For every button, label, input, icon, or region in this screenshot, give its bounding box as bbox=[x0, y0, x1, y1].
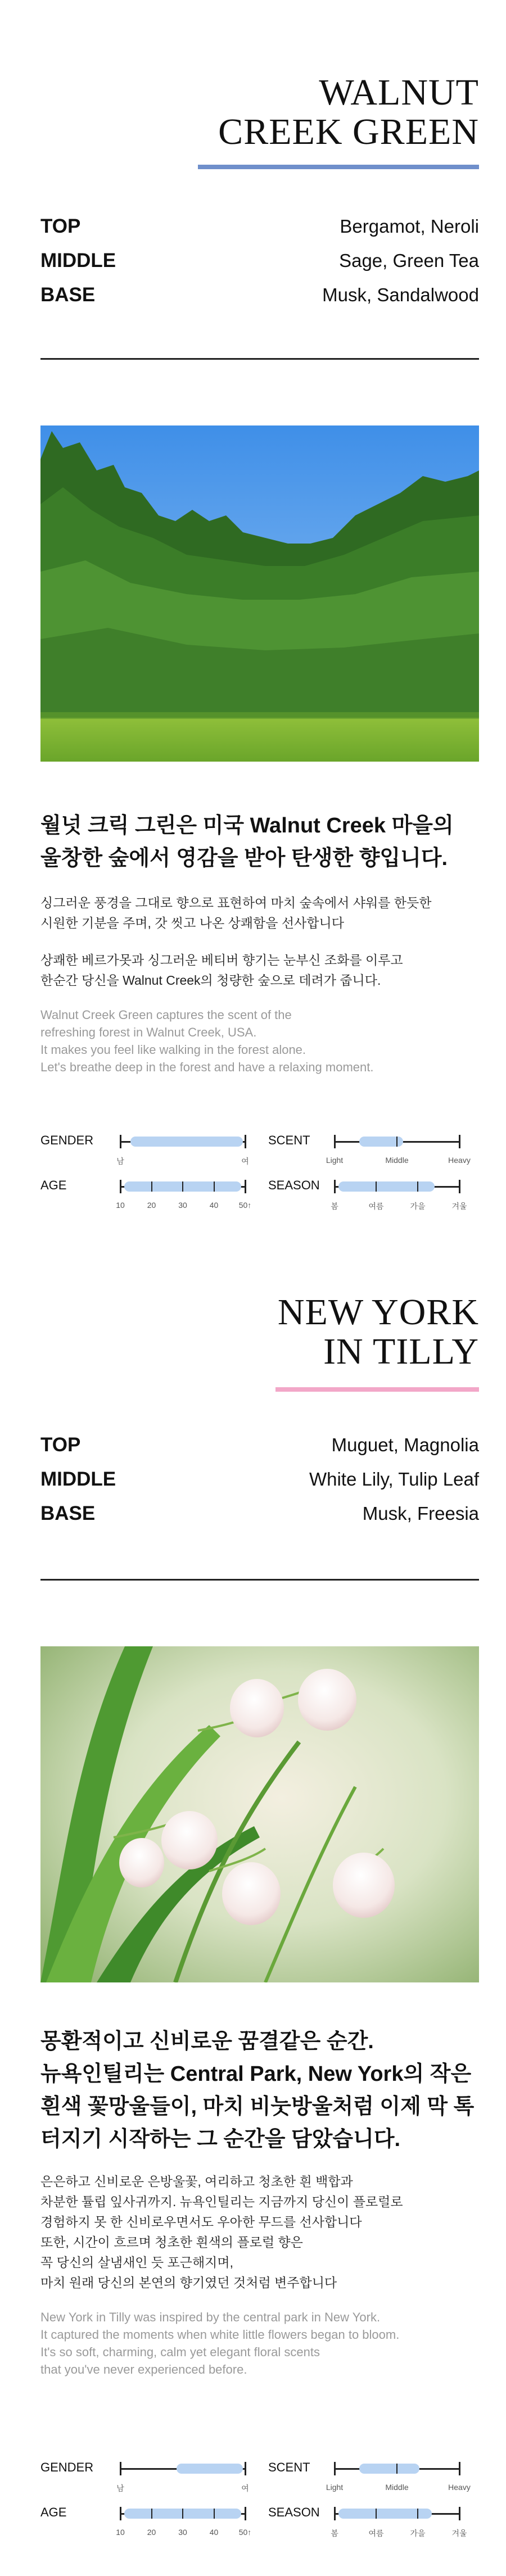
age-meter-tick-label: 20 bbox=[147, 1201, 156, 1210]
korean-line: 시원한 기분을 주며, 갓 씻고 나온 상쾌함을 선사합니다 bbox=[40, 916, 344, 930]
gender-meter-tick-label: 여 bbox=[241, 2484, 249, 2493]
gender-meter-tick-label: 남 bbox=[116, 2484, 124, 2493]
age-meter-tick bbox=[245, 2507, 246, 2520]
english-description bbox=[40, 1006, 485, 1076]
scent-meter-label: SCENT bbox=[268, 2460, 310, 2474]
age-meter-track bbox=[116, 2513, 252, 2537]
scent-meter-tick-label: Heavy bbox=[448, 2483, 471, 2492]
age-meter-tick bbox=[151, 1181, 152, 1192]
scent-meter-tick-label: Light bbox=[326, 1156, 344, 1165]
korean-paragraph bbox=[40, 950, 485, 990]
scent-meter-tick-label: Light bbox=[326, 2483, 344, 2492]
product-description bbox=[40, 2025, 485, 2378]
headline-line: 몽환적이고 신비로운 꿈결같은 순간. bbox=[40, 2030, 374, 2053]
scent-meter-label: SCENT bbox=[268, 1133, 310, 1147]
scent-meter-tick bbox=[334, 2462, 336, 2475]
age-meter-tick-label: 30 bbox=[178, 2528, 187, 2537]
gender-meter-tick bbox=[120, 1135, 121, 1148]
note-value: Muguet, Magnolia bbox=[331, 1434, 479, 1455]
description-headline bbox=[40, 809, 485, 875]
age-meter-tick bbox=[245, 1180, 246, 1193]
korean-paragraph bbox=[40, 2171, 485, 2293]
title-underline bbox=[198, 165, 479, 169]
note-value: White Lily, Tulip Leaf bbox=[309, 1468, 479, 1490]
scent-meter-tick bbox=[396, 2464, 397, 2474]
lily-of-the-valley-photo bbox=[40, 1646, 479, 1982]
forest-photo bbox=[40, 425, 479, 762]
note-key: MIDDLE bbox=[40, 1468, 116, 1490]
english-line: refreshing forest in Walnut Creek, USA. bbox=[40, 1025, 257, 1039]
season-meter-track bbox=[331, 2513, 467, 2538]
note-value: Bergamot, Neroli bbox=[340, 215, 479, 237]
gender-meter-track bbox=[116, 1141, 249, 1166]
age-meter-tick bbox=[182, 2509, 183, 2519]
season-meter-tick bbox=[334, 1180, 336, 1193]
korean-paragraph bbox=[40, 893, 485, 933]
korean-line: 또한, 시간이 흐르며 청초한 흰색의 플로럴 향은 bbox=[40, 2235, 303, 2249]
gender-meter bbox=[40, 2460, 249, 2494]
attribute-meters bbox=[40, 1133, 479, 1217]
scent-meter bbox=[268, 2460, 476, 2494]
age-meter-tick bbox=[151, 2509, 152, 2519]
note-key: TOP bbox=[40, 1433, 81, 1456]
title-underline bbox=[275, 1387, 479, 1392]
age-meter-tick-label: 50↑ bbox=[238, 2528, 252, 2537]
scent-meter-tick bbox=[334, 1135, 336, 1148]
korean-line: 은은하고 신비로운 은방울꽃, 여리하고 청초한 흰 백합과 bbox=[40, 2174, 353, 2189]
korean-line: 싱그러운 풍경을 그대로 향으로 표현하여 마치 숲속에서 샤워를 한듯한 bbox=[40, 895, 432, 910]
note-row-top bbox=[40, 209, 479, 243]
season-meter-track bbox=[331, 1186, 467, 1211]
scent-meter-tick bbox=[396, 1137, 397, 1147]
season-meter-tick-label: 여름 bbox=[368, 2529, 384, 2538]
season-meter-tick bbox=[376, 1181, 377, 1192]
age-meter-track bbox=[116, 1186, 252, 1210]
description-headline bbox=[40, 2025, 485, 2156]
note-key: TOP bbox=[40, 215, 81, 237]
gender-meter-range bbox=[177, 2464, 243, 2474]
korean-line: 차분한 튤립 잎사귀까지. 뉴욕인틸리는 지금까지 당신이 플로럴로 bbox=[40, 2194, 403, 2209]
gender-meter-tick bbox=[245, 2462, 246, 2475]
korean-line: 한순간 당신을 Walnut Creek의 청량한 숲으로 데려가 줍니다. bbox=[40, 973, 381, 988]
gender-meter-tick bbox=[120, 2462, 121, 2475]
age-meter-tick bbox=[214, 1181, 215, 1192]
gender-meter-track bbox=[116, 2468, 249, 2493]
season-meter-tick-label: 가을 bbox=[410, 1202, 426, 1211]
season-meter-tick-label: 봄 bbox=[331, 1202, 338, 1211]
age-meter-tick-label: 10 bbox=[116, 2528, 125, 2537]
headline-line: 월넛 크릭 그린은 미국 Walnut Creek 마을의 bbox=[40, 814, 454, 837]
product-description bbox=[40, 809, 485, 1076]
note-key: BASE bbox=[40, 1502, 96, 1524]
season-meter bbox=[268, 2505, 476, 2539]
season-meter bbox=[268, 1178, 476, 1212]
gender-meter-label: GENDER bbox=[40, 2460, 94, 2474]
scent-meter-tick-label: Middle bbox=[385, 1156, 409, 1165]
attribute-meters bbox=[40, 2460, 479, 2545]
note-key: MIDDLE bbox=[40, 249, 116, 271]
scent-meter-track bbox=[326, 1141, 471, 1165]
season-meter-range bbox=[338, 1181, 435, 1192]
note-row-base bbox=[40, 278, 479, 312]
korean-line: 꼭 당신의 살냄새인 듯 포근해지며, bbox=[40, 2255, 234, 2270]
age-meter bbox=[40, 1178, 252, 1212]
season-meter-label: SEASON bbox=[268, 1178, 320, 1192]
korean-line: 경험하지 못 한 신비로우면서도 우아한 무드를 선사합니다 bbox=[40, 2215, 362, 2229]
age-meter-tick bbox=[120, 2507, 121, 2520]
gender-meter-tick bbox=[245, 1135, 246, 1148]
note-value: Sage, Green Tea bbox=[339, 250, 479, 271]
fragrance-notes bbox=[40, 1428, 479, 1531]
age-meter-tick-label: 40 bbox=[209, 1201, 219, 1210]
english-line: Let's breathe deep in the forest and have a relaxing moment. bbox=[40, 1060, 374, 1074]
age-meter-tick bbox=[120, 1180, 121, 1193]
english-line: It captured the moments when white little flowers began to bloom. bbox=[40, 2328, 400, 2342]
korean-line: 상쾌한 베르가못과 싱그러운 베티버 향기는 눈부신 조화를 이루고 bbox=[40, 953, 403, 967]
section-divider bbox=[40, 1579, 479, 1581]
product-title-line: CREEK GREEN bbox=[218, 111, 479, 152]
note-row-top bbox=[40, 1428, 479, 1462]
age-meter-tick-label: 50↑ bbox=[238, 1201, 252, 1210]
age-meter-tick-label: 40 bbox=[209, 2528, 219, 2537]
age-meter-tick bbox=[214, 2509, 215, 2519]
scent-meter-tick bbox=[459, 2462, 460, 2475]
section-divider bbox=[40, 358, 479, 360]
season-meter-tick bbox=[459, 1180, 460, 1193]
note-value: Musk, Sandalwood bbox=[322, 284, 479, 305]
note-value: Musk, Freesia bbox=[362, 1502, 479, 1524]
note-row-middle bbox=[40, 1462, 479, 1496]
scent-meter-range bbox=[359, 2464, 419, 2474]
season-meter-tick bbox=[376, 2509, 377, 2519]
age-meter-tick-label: 10 bbox=[116, 1201, 125, 1210]
gender-meter-range bbox=[130, 1137, 243, 1147]
english-line: It's so soft, charming, calm yet elegant floral scents bbox=[40, 2345, 320, 2359]
season-meter-tick-label: 겨울 bbox=[451, 2529, 467, 2538]
english-line: New York in Tilly was inspired by the central park in New York. bbox=[40, 2310, 381, 2324]
english-description bbox=[40, 2308, 485, 2378]
season-meter-label: SEASON bbox=[268, 2505, 320, 2519]
headline-line: 뉴욕인틸리는 Central Park, New York의 작은 bbox=[40, 2062, 472, 2086]
product-title bbox=[218, 73, 479, 152]
headline-line: 터지기 시작하는 그 순간을 담았습니다. bbox=[40, 2127, 401, 2151]
age-meter-label: AGE bbox=[40, 2505, 67, 2519]
product-title-line: IN TILLY bbox=[323, 1331, 479, 1372]
note-row-base bbox=[40, 1496, 479, 1531]
product-title-line: WALNUT bbox=[319, 72, 479, 113]
headline-line: 울창한 숲에서 영감을 받아 탄생한 향입니다. bbox=[40, 846, 448, 870]
scent-meter-tick bbox=[459, 1135, 460, 1148]
season-meter-tick bbox=[334, 2507, 336, 2520]
product-title-line: NEW YORK bbox=[277, 1292, 479, 1333]
season-meter-tick bbox=[459, 2507, 460, 2520]
age-meter-tick-label: 20 bbox=[147, 2528, 156, 2537]
season-meter-tick-label: 가을 bbox=[410, 2529, 426, 2538]
english-line: Walnut Creek Green captures the scent of the bbox=[40, 1008, 292, 1022]
gender-meter-tick-label: 여 bbox=[241, 1157, 249, 1166]
scent-meter-track bbox=[326, 2468, 471, 2492]
note-row-middle bbox=[40, 243, 479, 278]
gender-meter-label: GENDER bbox=[40, 1133, 94, 1147]
gender-meter bbox=[40, 1133, 249, 1167]
note-key: BASE bbox=[40, 283, 96, 306]
gender-meter-tick-label: 남 bbox=[116, 1157, 124, 1166]
scent-meter bbox=[268, 1133, 476, 1167]
fragrance-notes bbox=[40, 209, 479, 312]
english-line: It makes you feel like walking in the forest alone. bbox=[40, 1043, 306, 1057]
product-title bbox=[278, 1293, 479, 1371]
season-meter-tick bbox=[417, 1181, 418, 1192]
headline-line: 흰색 꽃망울들이, 마치 비눗방울처럼 이제 막 톡 bbox=[40, 2095, 475, 2118]
season-meter-tick bbox=[417, 2509, 418, 2519]
age-meter bbox=[40, 2505, 252, 2539]
age-meter-label: AGE bbox=[40, 1178, 67, 1192]
season-meter-tick-label: 봄 bbox=[331, 2529, 338, 2538]
scent-meter-tick-label: Middle bbox=[385, 2483, 409, 2492]
korean-line: 마치 원래 당신의 본연의 향기였던 것처럼 변주합니다 bbox=[40, 2275, 337, 2290]
season-meter-tick-label: 여름 bbox=[368, 1202, 384, 1211]
english-line: that you've never experienced before. bbox=[40, 2362, 247, 2376]
season-meter-tick-label: 겨울 bbox=[451, 1202, 467, 1211]
age-meter-tick-label: 30 bbox=[178, 1201, 187, 1210]
age-meter-tick bbox=[182, 1181, 183, 1192]
scent-meter-tick-label: Heavy bbox=[448, 1156, 471, 1165]
